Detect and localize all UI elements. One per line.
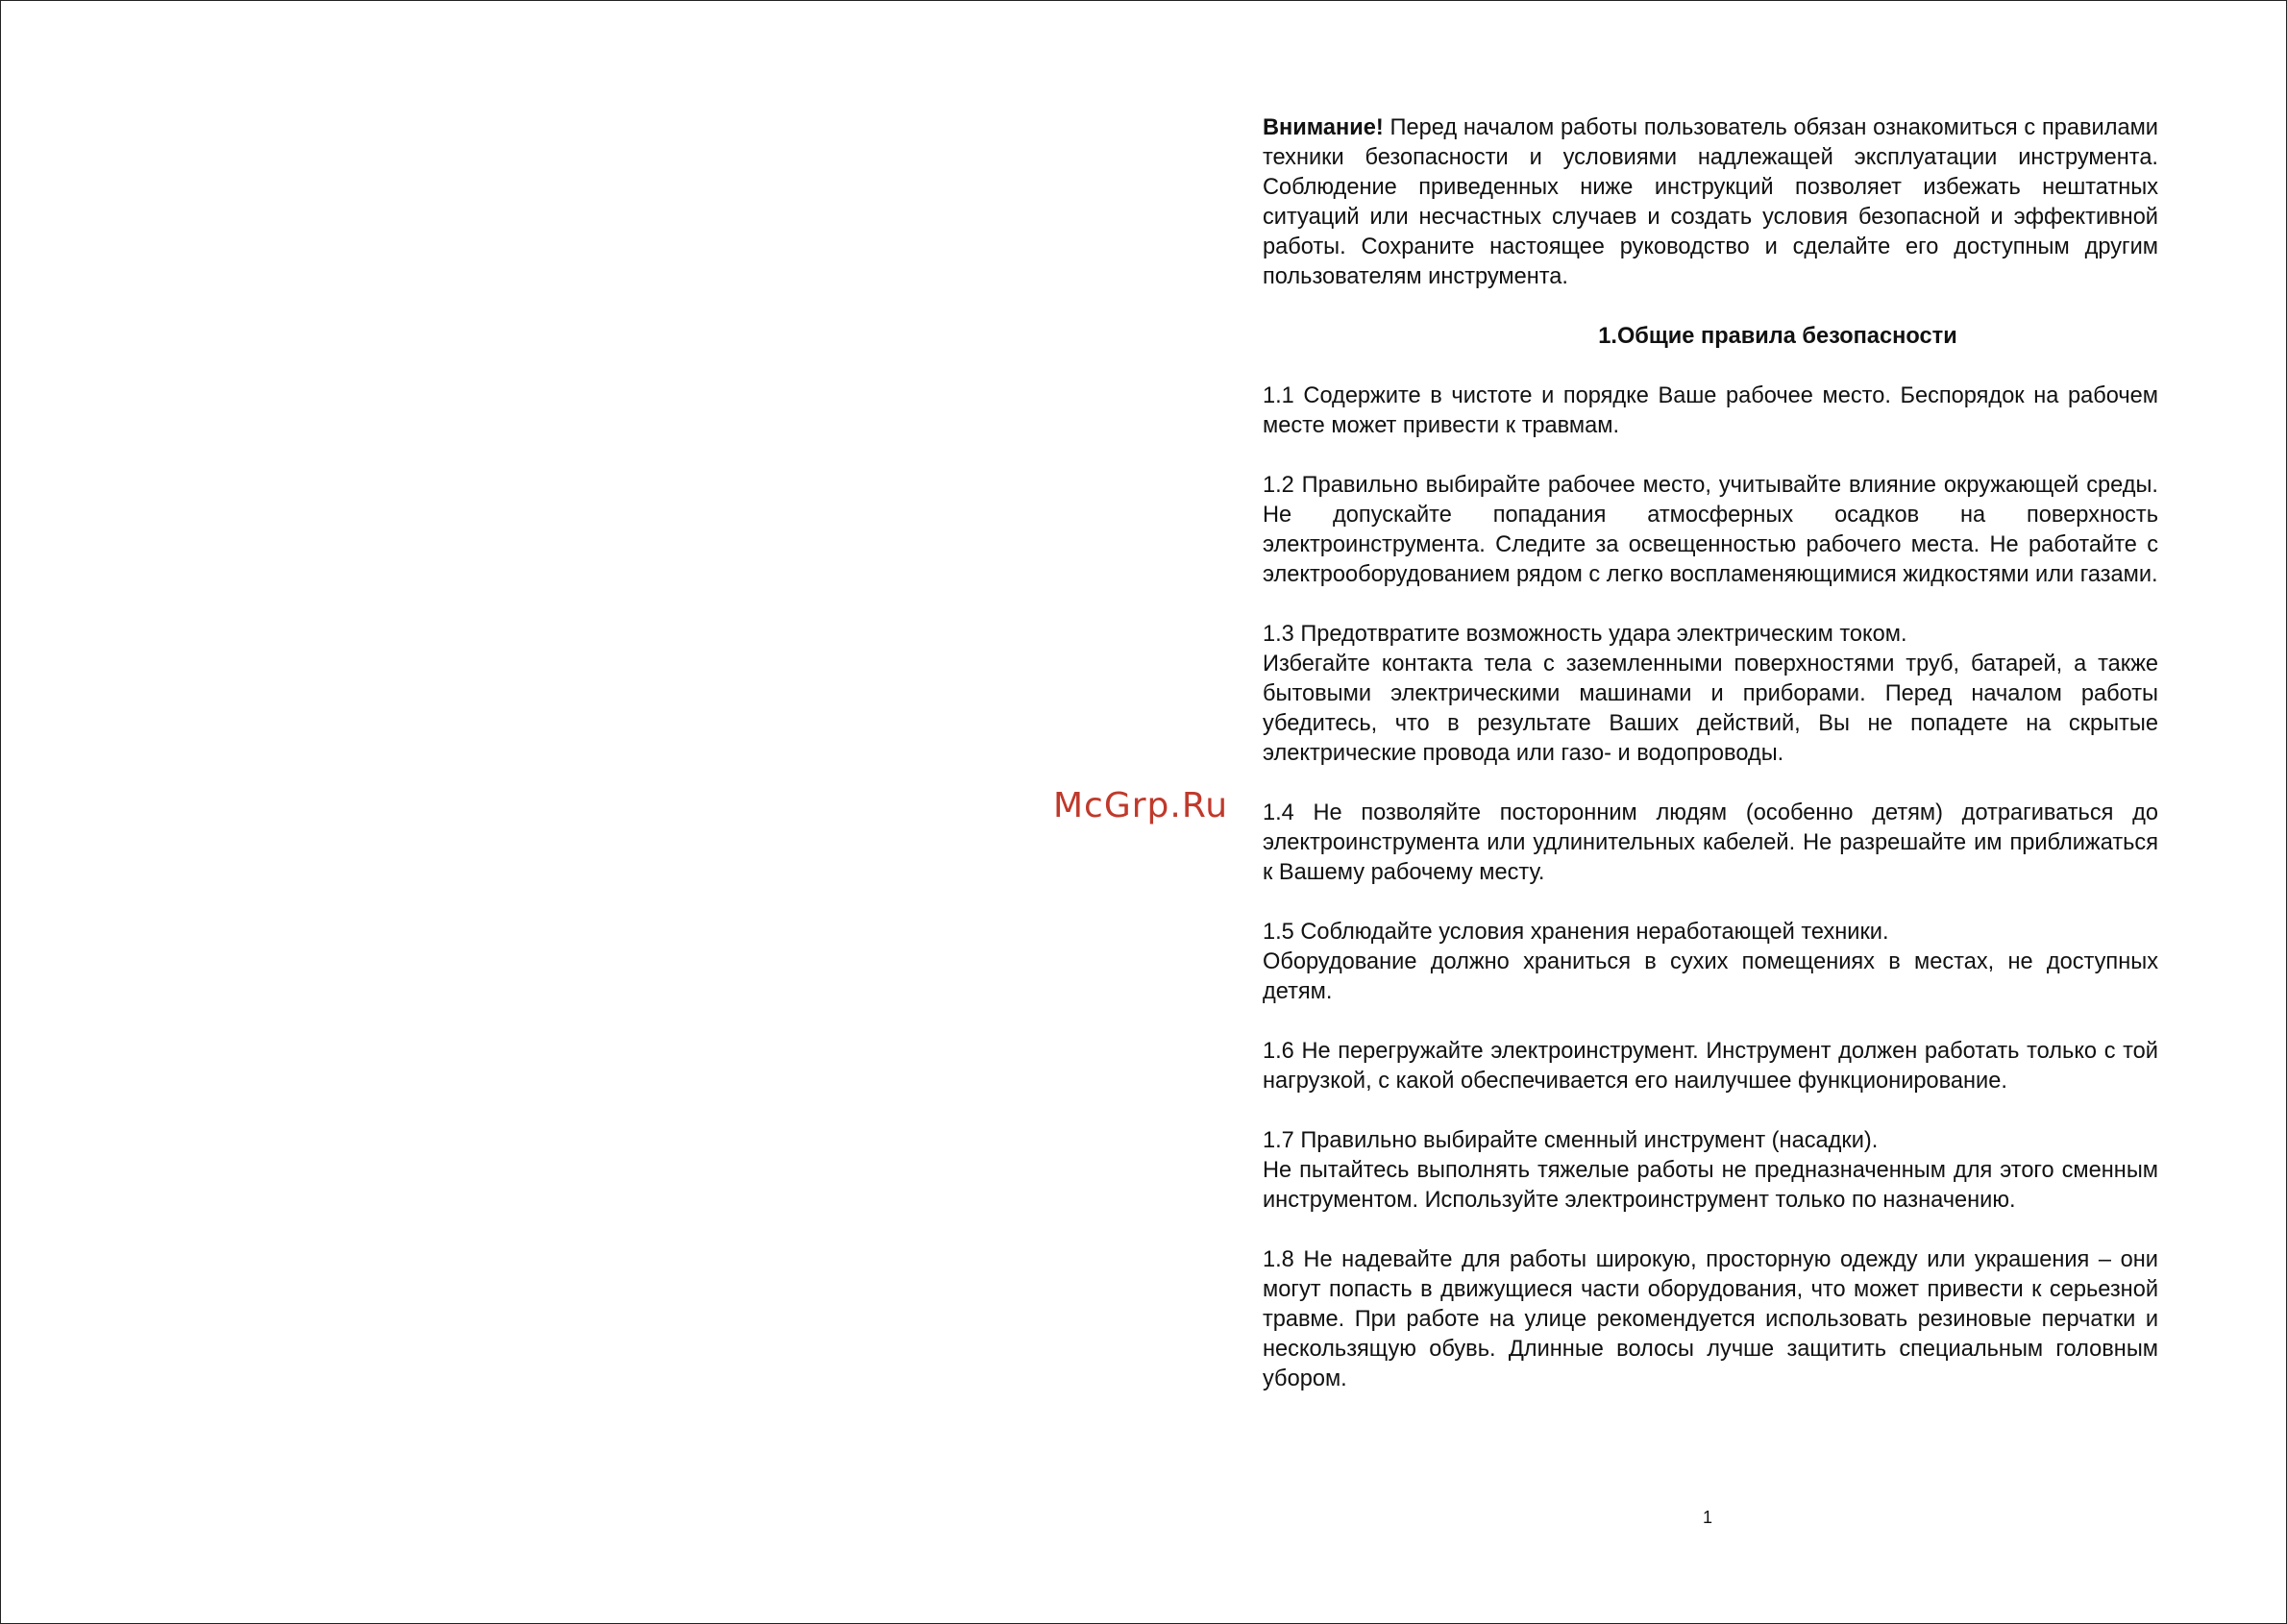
watermark: McGrp.Ru: [1053, 786, 1229, 825]
intro-paragraph: [1263, 113, 2158, 292]
rule-line: 1.7 Правильно выбирайте сменный инструмент (насадки).: [1263, 1128, 1879, 1153]
rule-1-5: [1263, 918, 2158, 1007]
rule-line: 1.5 Соблюдайте условия хранения неработающей техники.: [1263, 920, 1889, 945]
section-title: 1.Общие правила безопасности: [1598, 324, 1957, 349]
rule-1-6: [1263, 1037, 2158, 1096]
rule-1-3: [1263, 620, 2158, 769]
rule-line: 1.1 Содержите в чистоте и порядке Ваше рабочее место. Беспорядок на рабочем месте может привести к травмам.: [1263, 383, 2158, 438]
rule-line: 1.2 Правильно выбирайте рабочее место, учитывайте влияние окружающей среды. Не допускайте попадания атмосферных осадков на поверхность электроинструмента. Следите за освещенностью рабочего места. Не работайте с электрооборудованием рядом с легко воспламеняющимися жидкостями или газами.: [1263, 473, 2158, 587]
rule-line: Избегайте контакта тела с заземленными поверхностями труб, батарей, а также бытовыми электрическими машинами и приборами. Перед началом работы убедитесь, что в результате Ваших действий, Вы не попадете на скрытые электрические провода или газо- и водопроводы.: [1263, 652, 2158, 766]
rule-line: 1.3 Предотвратите возможность удара электрическим током.: [1263, 622, 1907, 647]
page-number: 1: [1703, 1508, 1713, 1527]
rule-1-4: [1263, 799, 2158, 888]
rule-line: 1.6 Не перегружайте электроинструмент. Инструмент должен работать только с той нагрузкой, с какой обеспечивается его наилучшее функционирование.: [1263, 1039, 2158, 1094]
document-body: [1263, 113, 2158, 1424]
rule-line: 1.4 Не позволяйте посторонним людям (особенно детям) дотрагиваться до электроинструмента или удлинительных кабелей. Не разрешайте им приближаться к Вашему рабочему месту.: [1263, 800, 2158, 885]
rule-1-8: [1263, 1245, 2158, 1394]
rule-1-1: [1263, 381, 2158, 441]
rule-line: 1.8 Не надевайте для работы широкую, просторную одежду или украшения – они могут попасть в движущиеся части оборудования, что может привести к серьезной травме. При работе на улице рекомендуется использовать резиновые перчатки и нескользящую обувь. Длинные волосы лучше защитить специальным головным убором.: [1263, 1247, 2158, 1391]
rule-1-2: [1263, 471, 2158, 590]
rule-line: Оборудование должно храниться в сухих помещениях в местах, не доступных детям.: [1263, 949, 2158, 1004]
rule-1-7: [1263, 1126, 2158, 1216]
intro-text: Перед началом работы пользователь обязан ознакомиться с правилами техники безопасности и условиями надлежащей эксплуатации инструмента. Соблюдение приведенных ниже инструкций позволяет избежать нештатных ситуаций или несчастных случаев и создать условия безопасной и эффективной работы. Сохраните настоящее руководство и сделайте его доступным другим пользователям инструмента.: [1263, 115, 2158, 289]
intro-warning-label: Внимание!: [1263, 115, 1384, 140]
rule-line: Не пытайтесь выполнять тяжелые работы не предназначенным для этого сменным инструментом. Используйте электроинструмент только по назначению.: [1263, 1158, 2158, 1213]
